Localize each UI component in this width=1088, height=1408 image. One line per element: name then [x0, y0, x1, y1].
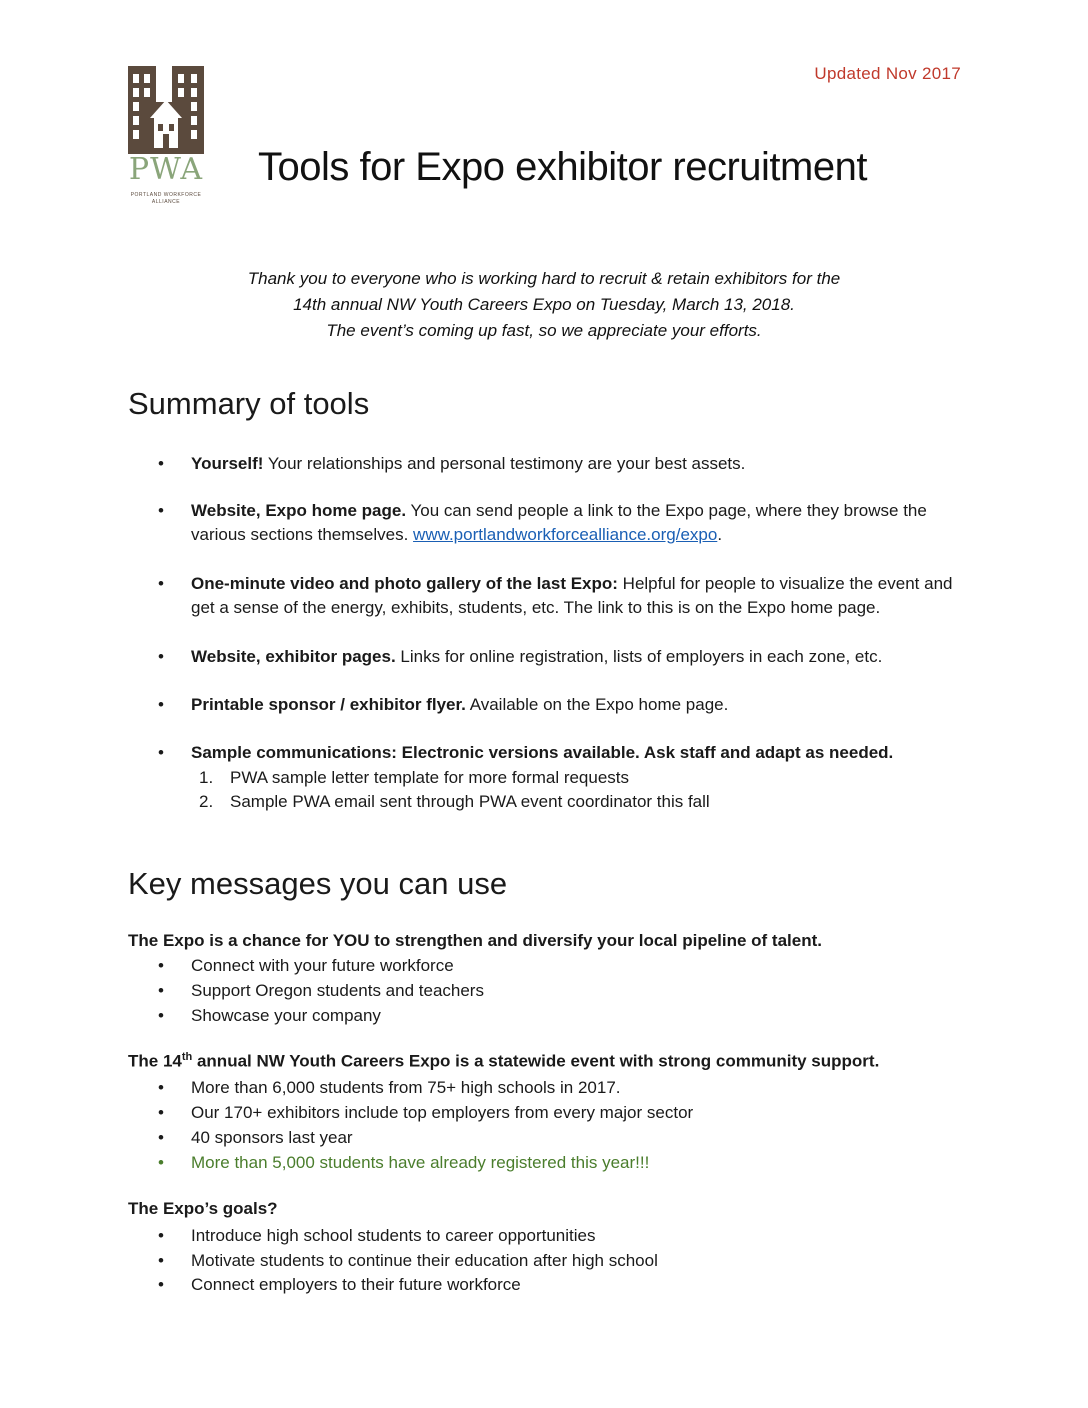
- numbered-item: [199, 790, 710, 814]
- updated-date: Updated Nov 2017: [814, 64, 961, 83]
- summary-heading: Summary of tools: [128, 386, 370, 421]
- tool-item-bold: One-minute video and photo gallery of the last Expo:: [191, 574, 618, 593]
- tool-item-text: Your relationships and personal testimony are your best assets.: [263, 454, 746, 473]
- tool-item: [158, 693, 971, 717]
- list-item-text: More than 6,000 students from 75+ high schools in 2017.: [191, 1078, 621, 1097]
- list-item: [158, 979, 484, 1003]
- bullet-icon: •: [158, 647, 164, 666]
- list-item: [158, 1249, 658, 1273]
- group-heading: The Expo’s goals?: [128, 1199, 278, 1218]
- intro-line-2: 14th annual NW Youth Careers Expo on Tuesday, March 13, 2018.: [293, 295, 795, 314]
- intro-line-3: The event’s coming up fast, so we appreciate your efforts.: [326, 321, 762, 340]
- highlight-item: [158, 1151, 650, 1175]
- bullet-icon: •: [158, 695, 164, 714]
- bullet-icon: •: [158, 501, 164, 520]
- highlight-text: More than 5,000 students have already registered this year!!!: [191, 1153, 650, 1172]
- bullet-icon: •: [158, 1103, 164, 1122]
- bullet-icon: •: [158, 1128, 164, 1147]
- bullet-icon: •: [158, 574, 164, 593]
- list-item: [158, 1126, 353, 1150]
- tool-item-text: Links for online registration, lists of employers in each zone, etc.: [395, 647, 883, 666]
- tool-item-text: Available on the Expo home page.: [465, 695, 729, 714]
- tool-item: [158, 499, 971, 547]
- list-item-text: Connect with your future workforce: [191, 956, 454, 975]
- tool-item-bold: Yourself!: [191, 454, 264, 473]
- item-text: PWA sample letter template for more formal requests: [230, 768, 630, 787]
- bullet-icon: •: [158, 1251, 164, 1270]
- list-item-text: 40 sponsors last year: [191, 1128, 353, 1147]
- logo-subtext: PORTLAND WORKFORCE ALLIANCE: [130, 192, 202, 205]
- building-logo-icon: [128, 66, 204, 212]
- list-item: [158, 1076, 621, 1100]
- bullet-icon: •: [158, 1275, 164, 1294]
- bullet-icon: •: [158, 743, 164, 762]
- list-item: [158, 1101, 694, 1125]
- list-item: [158, 1224, 596, 1248]
- list-item-text: Connect employers to their future workforce: [191, 1275, 521, 1294]
- item-number: 1.: [199, 768, 214, 787]
- tool-item-text: Helpful for people to visualize the event and get a sense of the energy, exhibits, students, etc. The link to this is on the Expo home page.: [191, 574, 953, 617]
- tool-item: [158, 741, 971, 765]
- list-item: [158, 954, 454, 978]
- list-item-text: Motivate students to continue their education after high school: [191, 1251, 658, 1270]
- bullet-icon: •: [158, 1153, 164, 1172]
- expo-link[interactable]: www.portlandworkforcealliance.org/expo: [413, 525, 718, 544]
- tool-item-bold: Printable sponsor / exhibitor flyer.: [191, 695, 466, 714]
- tool-item-bold: Website, Expo home page.: [191, 501, 407, 520]
- group-heading: [128, 1051, 879, 1072]
- logo-text: PWA: [128, 152, 204, 187]
- group-heading-sup: th: [181, 1051, 193, 1063]
- tool-item: [158, 452, 971, 476]
- item-text: Sample PWA email sent through PWA event coordinator this fall: [230, 792, 710, 811]
- pwa-logo: [128, 66, 204, 212]
- key-messages-heading: Key messages you can use: [128, 866, 508, 901]
- intro-line-1: Thank you to everyone who is working hard to recruit & retain exhibitors for the: [247, 269, 841, 288]
- bullet-icon: •: [158, 981, 164, 1000]
- list-item: [158, 1004, 381, 1028]
- tool-item-bold: Website, exhibitor pages.: [191, 647, 396, 666]
- group-heading-post: annual NW Youth Careers Expo is a statewide event with strong community support.: [192, 1051, 880, 1071]
- list-item-text: Our 170+ exhibitors include top employers from every major sector: [191, 1103, 694, 1122]
- tool-item-bold: Sample communications: Electronic versions available. Ask staff and adapt as needed.: [191, 743, 894, 762]
- list-item: [158, 1273, 521, 1297]
- group-heading-pre: The 14: [128, 1051, 182, 1071]
- bullet-icon: •: [158, 1078, 164, 1097]
- group-heading: The Expo is a chance for YOU to strengthen and diversify your local pipeline of talent.: [128, 931, 822, 950]
- bullet-icon: •: [158, 454, 164, 473]
- list-item-text: Showcase your company: [191, 1006, 381, 1025]
- page-title: Tools for Expo exhibitor recruitment: [258, 145, 867, 189]
- tool-item-after: .: [717, 525, 723, 544]
- tool-item: [158, 645, 971, 669]
- bullet-icon: •: [158, 956, 164, 975]
- numbered-item: [199, 766, 630, 790]
- tool-item: [158, 572, 971, 620]
- list-item-text: Support Oregon students and teachers: [191, 981, 484, 1000]
- item-number: 2.: [199, 792, 214, 811]
- list-item-text: Introduce high school students to career opportunities: [191, 1226, 596, 1245]
- bullet-icon: •: [158, 1006, 164, 1025]
- intro-text: [0, 266, 1088, 344]
- bullet-icon: •: [158, 1226, 164, 1245]
- tool-item-text: You can send people a link to the Expo page, where they browse the various sections themselves.: [191, 501, 927, 544]
